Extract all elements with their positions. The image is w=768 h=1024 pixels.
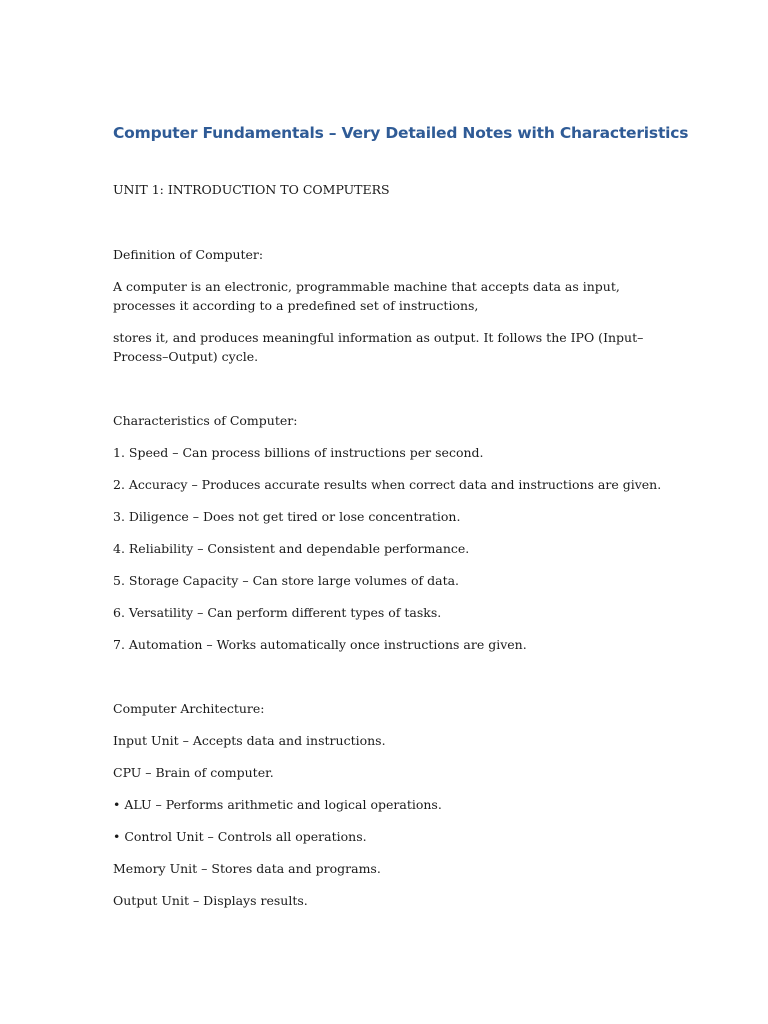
characteristic-item: 7. Automation – Works automatically once instructions are given. (113, 637, 527, 652)
architecture-item: Memory Unit – Stores data and programs. (113, 861, 381, 876)
characteristic-item: 5. Storage Capacity – Can store large volumes of data. (113, 573, 460, 588)
definition-heading: Definition of Computer: (113, 247, 264, 262)
architecture-item: Input Unit – Accepts data and instructions. (113, 733, 386, 748)
definition-paragraph: stores it, and produces meaningful information as output. It follows the IPO (Input–Process–Output) cycle. (113, 330, 644, 364)
definition-paragraph: A computer is an electronic, programmable machine that accepts data as input, processes it according to a predefined set of instructions, (113, 279, 620, 313)
characteristic-item: 3. Diligence – Does not get tired or lose concentration. (113, 509, 461, 524)
architecture-item: Output Unit – Displays results. (113, 893, 308, 908)
document-title: Computer Fundamentals – Very Detailed Notes with Characteristics (113, 124, 689, 142)
architecture-bullet-item: • ALU – Performs arithmetic and logical operations. (113, 797, 442, 812)
characteristic-item: 6. Versatility – Can perform different types of tasks. (113, 605, 442, 620)
unit-heading: UNIT 1: INTRODUCTION TO COMPUTERS (113, 182, 390, 197)
characteristic-item: 1. Speed – Can process billions of instructions per second. (113, 445, 484, 460)
architecture-item: CPU – Brain of computer. (113, 765, 274, 780)
architecture-bullet-item: • Control Unit – Controls all operations. (113, 829, 367, 844)
characteristics-heading: Characteristics of Computer: (113, 413, 298, 428)
characteristic-item: 4. Reliability – Consistent and dependable performance. (113, 541, 470, 556)
characteristic-item: 2. Accuracy – Produces accurate results when correct data and instructions are given. (113, 477, 662, 492)
architecture-heading: Computer Architecture: (113, 701, 265, 716)
